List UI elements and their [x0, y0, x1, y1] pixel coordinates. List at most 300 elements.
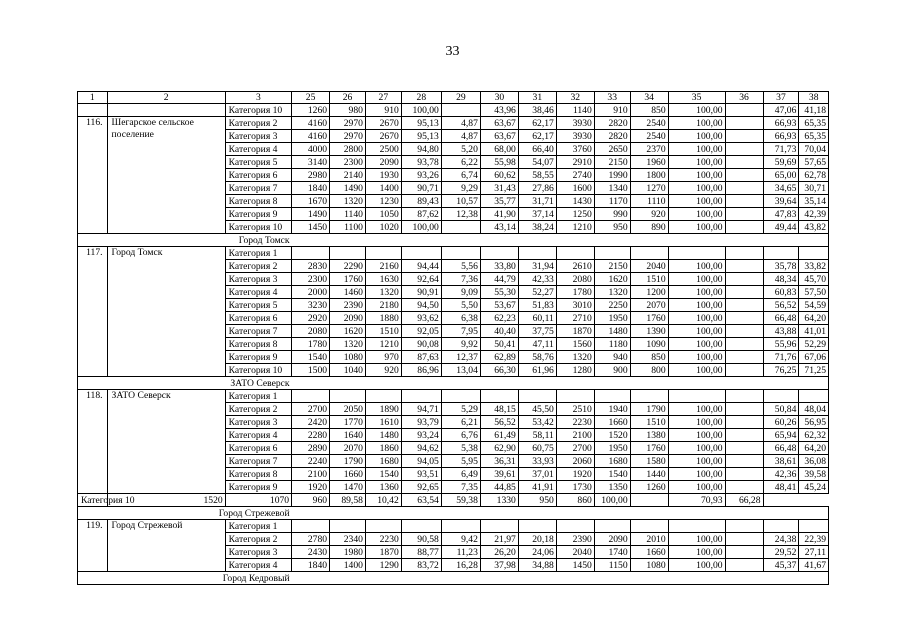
- value-cell: [725, 520, 763, 533]
- table-row: [78, 104, 829, 117]
- value-cell: 66,93: [763, 130, 799, 143]
- value-cell: 1980: [330, 546, 366, 559]
- value-cell: 1890: [365, 403, 401, 416]
- value-cell: 58,55: [518, 169, 556, 182]
- value-cell: 90,08: [401, 338, 441, 351]
- category-label: Категория 9: [225, 351, 291, 364]
- value-cell: 2090: [330, 312, 366, 325]
- column-number-cell: 38: [799, 92, 829, 104]
- value-cell: 2070: [330, 442, 366, 455]
- category-label: Категория 6: [225, 442, 291, 455]
- value-cell: 2230: [556, 416, 594, 429]
- value-cell: 31,43: [480, 182, 518, 195]
- value-cell: 2180: [365, 299, 401, 312]
- value-cell: 1110: [630, 195, 668, 208]
- value-cell: 2080: [556, 273, 594, 286]
- value-cell: 1500: [292, 364, 330, 377]
- value-cell: 50,41: [480, 338, 518, 351]
- value-cell: 61,49: [480, 429, 518, 442]
- value-cell: 33,80: [480, 260, 518, 273]
- table-row: [78, 117, 829, 130]
- value-cell: 100,00: [668, 208, 725, 221]
- value-cell: 1840: [292, 182, 330, 195]
- value-cell: 1430: [556, 195, 594, 208]
- value-cell: 2100: [556, 429, 594, 442]
- value-cell: 76,25: [763, 364, 799, 377]
- section-spacer-cell: [78, 377, 108, 390]
- value-cell: 63,54: [401, 494, 441, 507]
- value-cell: 93,24: [401, 429, 441, 442]
- value-cell: 1920: [556, 468, 594, 481]
- value-cell: 100,00: [668, 195, 725, 208]
- value-cell: 2970: [330, 130, 366, 143]
- value-cell: 1780: [556, 286, 594, 299]
- value-cell: 10,42: [365, 494, 401, 507]
- value-cell: [630, 494, 668, 507]
- value-cell: [668, 520, 725, 533]
- value-cell: 93,51: [401, 468, 441, 481]
- value-cell: 48,34: [763, 273, 799, 286]
- value-cell: 2700: [292, 403, 330, 416]
- section-title: ЗАТО Северск: [107, 377, 292, 390]
- value-cell: 1150: [594, 559, 630, 572]
- value-cell: 2390: [556, 533, 594, 546]
- value-cell: 7,35: [441, 481, 480, 494]
- value-cell: 920: [630, 208, 668, 221]
- value-cell: [365, 390, 401, 403]
- value-cell: [725, 312, 763, 325]
- value-cell: 70,93: [668, 494, 725, 507]
- value-cell: 1280: [556, 364, 594, 377]
- value-cell: 60,11: [518, 312, 556, 325]
- value-cell: 43,88: [763, 325, 799, 338]
- value-cell: 1640: [330, 429, 366, 442]
- value-cell: 1760: [330, 273, 366, 286]
- value-cell: 43,96: [480, 104, 518, 117]
- value-cell: 4,87: [441, 130, 480, 143]
- value-cell: 100,00: [668, 273, 725, 286]
- value-cell: [556, 247, 594, 260]
- table-body: [78, 92, 829, 585]
- value-cell: 100,00: [668, 416, 725, 429]
- value-cell: 89,43: [401, 195, 441, 208]
- value-cell: 1680: [365, 455, 401, 468]
- value-cell: 1520: [107, 494, 225, 507]
- value-cell: 93,78: [401, 156, 441, 169]
- value-cell: 3140: [292, 156, 330, 169]
- value-cell: 6,74: [441, 169, 480, 182]
- value-cell: 1660: [594, 416, 630, 429]
- value-cell: 1880: [365, 312, 401, 325]
- value-cell: 100,00: [668, 182, 725, 195]
- value-cell: 1080: [330, 351, 366, 364]
- table-row: [78, 520, 829, 533]
- value-cell: 38,46: [518, 104, 556, 117]
- value-cell: 68,00: [480, 143, 518, 156]
- value-cell: 1680: [594, 455, 630, 468]
- value-cell: 2780: [292, 533, 330, 546]
- value-cell: 1790: [330, 455, 366, 468]
- row-number: 116.: [78, 117, 108, 234]
- value-cell: 2150: [594, 260, 630, 273]
- value-cell: 2420: [292, 416, 330, 429]
- value-cell: 33,93: [518, 455, 556, 468]
- value-cell: 39,61: [480, 468, 518, 481]
- value-cell: 58,76: [518, 351, 556, 364]
- value-cell: [365, 247, 401, 260]
- value-cell: 1580: [630, 455, 668, 468]
- value-cell: 94,62: [401, 442, 441, 455]
- value-cell: 1210: [365, 338, 401, 351]
- value-cell: 61,96: [518, 364, 556, 377]
- value-cell: 100,00: [668, 455, 725, 468]
- value-cell: 1670: [292, 195, 330, 208]
- value-cell: 1610: [365, 416, 401, 429]
- value-cell: 62,90: [480, 442, 518, 455]
- value-cell: [441, 247, 480, 260]
- value-cell: 6,22: [441, 156, 480, 169]
- value-cell: 53,67: [480, 299, 518, 312]
- value-cell: 2970: [330, 117, 366, 130]
- value-cell: 1170: [594, 195, 630, 208]
- section-title: Город Томск: [107, 234, 292, 247]
- value-cell: 2920: [292, 312, 330, 325]
- value-cell: 1460: [330, 286, 366, 299]
- value-cell: 1870: [556, 325, 594, 338]
- value-cell: [725, 169, 763, 182]
- category-label: Категория 1: [225, 247, 291, 260]
- value-cell: 1180: [594, 338, 630, 351]
- value-cell: 12,38: [441, 208, 480, 221]
- value-cell: 1050: [365, 208, 401, 221]
- value-cell: 860: [556, 494, 594, 507]
- value-cell: 71,76: [763, 351, 799, 364]
- value-cell: 88,77: [401, 546, 441, 559]
- value-cell: 65,35: [799, 117, 829, 130]
- value-cell: 1510: [365, 325, 401, 338]
- value-cell: 2830: [292, 260, 330, 273]
- value-cell: 3760: [556, 143, 594, 156]
- value-cell: 66,48: [763, 312, 799, 325]
- value-cell: [556, 390, 594, 403]
- section-fill-cell: [292, 377, 829, 390]
- value-cell: 100,00: [668, 364, 725, 377]
- section-spacer-cell: [78, 234, 108, 247]
- value-cell: 36,08: [799, 455, 829, 468]
- value-cell: 2430: [292, 546, 330, 559]
- value-cell: 45,50: [518, 403, 556, 416]
- value-cell: 1320: [556, 351, 594, 364]
- value-cell: [480, 520, 518, 533]
- value-cell: 1960: [630, 156, 668, 169]
- value-cell: 87,62: [401, 208, 441, 221]
- value-cell: 10,57: [441, 195, 480, 208]
- value-cell: [725, 221, 763, 234]
- value-cell: [330, 390, 366, 403]
- value-cell: 2010: [630, 533, 668, 546]
- value-cell: 1840: [292, 559, 330, 572]
- table-row: [78, 390, 829, 403]
- value-cell: 1260: [292, 104, 330, 117]
- value-cell: [401, 390, 441, 403]
- value-cell: 1620: [594, 273, 630, 286]
- value-cell: 94,50: [401, 299, 441, 312]
- column-number-cell: 31: [518, 92, 556, 104]
- value-cell: 1250: [556, 208, 594, 221]
- value-cell: 94,44: [401, 260, 441, 273]
- value-cell: [441, 221, 480, 234]
- value-cell: 89,58: [330, 494, 366, 507]
- value-cell: 52,27: [518, 286, 556, 299]
- value-cell: [799, 390, 829, 403]
- row-number: [78, 104, 108, 117]
- value-cell: 1950: [594, 312, 630, 325]
- column-number-row: [78, 92, 829, 104]
- value-cell: 11,23: [441, 546, 480, 559]
- value-cell: 1950: [594, 442, 630, 455]
- category-label: Категория 2: [225, 117, 291, 130]
- value-cell: 1990: [594, 169, 630, 182]
- value-cell: 2300: [292, 273, 330, 286]
- value-cell: 43,82: [799, 221, 829, 234]
- value-cell: 100,00: [668, 260, 725, 273]
- value-cell: 48,04: [799, 403, 829, 416]
- column-number-cell: 1: [78, 92, 108, 104]
- value-cell: 2340: [330, 533, 366, 546]
- value-cell: [725, 455, 763, 468]
- column-number-cell: 33: [594, 92, 630, 104]
- value-cell: 100,00: [668, 442, 725, 455]
- value-cell: 62,23: [480, 312, 518, 325]
- value-cell: 65,00: [763, 169, 799, 182]
- value-cell: 22,39: [799, 533, 829, 546]
- value-cell: 2040: [630, 260, 668, 273]
- value-cell: 56,52: [480, 416, 518, 429]
- value-cell: 41,18: [799, 104, 829, 117]
- value-cell: 63,67: [480, 130, 518, 143]
- value-cell: 2060: [556, 455, 594, 468]
- value-cell: 990: [594, 208, 630, 221]
- value-cell: [630, 390, 668, 403]
- value-cell: 3010: [556, 299, 594, 312]
- value-cell: 59,69: [763, 156, 799, 169]
- value-cell: 1730: [556, 481, 594, 494]
- category-label: Категория 10: [225, 364, 291, 377]
- value-cell: 31,71: [518, 195, 556, 208]
- value-cell: 100,00: [668, 286, 725, 299]
- value-cell: [292, 390, 330, 403]
- value-cell: 33,82: [799, 260, 829, 273]
- value-cell: 41,01: [799, 325, 829, 338]
- value-cell: 60,26: [763, 416, 799, 429]
- value-cell: 1940: [594, 403, 630, 416]
- value-cell: 44,85: [480, 481, 518, 494]
- value-cell: 71,25: [799, 364, 829, 377]
- value-cell: 9,29: [441, 182, 480, 195]
- value-cell: 38,24: [518, 221, 556, 234]
- value-cell: 950: [594, 221, 630, 234]
- value-cell: 100,00: [401, 221, 441, 234]
- value-cell: [725, 286, 763, 299]
- value-cell: 87,63: [401, 351, 441, 364]
- value-cell: 56,52: [763, 299, 799, 312]
- value-cell: 1510: [630, 273, 668, 286]
- section-fill-cell: [292, 234, 829, 247]
- value-cell: 55,98: [480, 156, 518, 169]
- value-cell: 52,29: [799, 338, 829, 351]
- category-label: Категория 10: [78, 494, 108, 507]
- value-cell: 34,65: [763, 182, 799, 195]
- value-cell: 950: [518, 494, 556, 507]
- value-cell: 48,15: [480, 403, 518, 416]
- value-cell: 2100: [292, 468, 330, 481]
- section-title: Город Кедровый: [107, 572, 292, 585]
- value-cell: 100,00: [668, 221, 725, 234]
- value-cell: 980: [330, 104, 366, 117]
- value-cell: [556, 520, 594, 533]
- category-label: Категория 4: [225, 143, 291, 156]
- value-cell: 5,29: [441, 403, 480, 416]
- value-cell: 27,86: [518, 182, 556, 195]
- category-label: Категория 2: [225, 260, 291, 273]
- value-cell: 1790: [630, 403, 668, 416]
- value-cell: 1860: [365, 442, 401, 455]
- value-cell: 1020: [365, 221, 401, 234]
- value-cell: 1140: [556, 104, 594, 117]
- column-number-cell: 36: [725, 92, 763, 104]
- page-number: 33: [445, 44, 460, 59]
- column-number-cell: 29: [441, 92, 480, 104]
- category-label: Категория 7: [225, 325, 291, 338]
- value-cell: 34,88: [518, 559, 556, 572]
- category-label: Категория 6: [225, 169, 291, 182]
- value-cell: 45,37: [763, 559, 799, 572]
- value-cell: 2910: [556, 156, 594, 169]
- value-cell: [292, 247, 330, 260]
- value-cell: 1320: [330, 195, 366, 208]
- value-cell: 1930: [365, 169, 401, 182]
- section-header-row: [78, 507, 829, 520]
- value-cell: 1340: [594, 182, 630, 195]
- section-header-row: [78, 234, 829, 247]
- value-cell: 64,20: [799, 312, 829, 325]
- category-label: Категория 3: [225, 130, 291, 143]
- value-cell: 7,36: [441, 273, 480, 286]
- value-cell: 42,33: [518, 273, 556, 286]
- value-cell: 20,18: [518, 533, 556, 546]
- value-cell: 35,78: [763, 260, 799, 273]
- value-cell: 100,00: [668, 117, 725, 130]
- value-cell: 1360: [365, 481, 401, 494]
- value-cell: 3930: [556, 117, 594, 130]
- value-cell: 62,89: [480, 351, 518, 364]
- value-cell: 1380: [630, 429, 668, 442]
- value-cell: 24,06: [518, 546, 556, 559]
- value-cell: 67,06: [799, 351, 829, 364]
- column-number-cell: 32: [556, 92, 594, 104]
- value-cell: 100,00: [668, 429, 725, 442]
- value-cell: [725, 481, 763, 494]
- value-cell: 100,00: [668, 169, 725, 182]
- value-cell: 2240: [292, 455, 330, 468]
- value-cell: 1660: [330, 468, 366, 481]
- value-cell: 6,21: [441, 416, 480, 429]
- value-cell: [725, 208, 763, 221]
- value-cell: 2890: [292, 442, 330, 455]
- value-cell: 2700: [556, 442, 594, 455]
- settlement-name: Город Томск: [107, 247, 225, 377]
- value-cell: 71,73: [763, 143, 799, 156]
- value-cell: 94,71: [401, 403, 441, 416]
- value-cell: 54,59: [799, 299, 829, 312]
- category-label: Категория 3: [225, 273, 291, 286]
- value-cell: 41,90: [480, 208, 518, 221]
- value-cell: [594, 390, 630, 403]
- section-header-row: [78, 572, 829, 585]
- value-cell: 2670: [365, 130, 401, 143]
- table-row: [78, 247, 829, 260]
- value-cell: 2140: [330, 169, 366, 182]
- value-cell: 1540: [292, 351, 330, 364]
- value-cell: [725, 390, 763, 403]
- value-cell: [725, 156, 763, 169]
- value-cell: 53,42: [518, 416, 556, 429]
- value-cell: 1320: [365, 286, 401, 299]
- value-cell: 940: [594, 351, 630, 364]
- value-cell: 65,94: [763, 429, 799, 442]
- value-cell: [725, 182, 763, 195]
- value-cell: 6,49: [441, 468, 480, 481]
- value-cell: [330, 247, 366, 260]
- value-cell: 63,67: [480, 117, 518, 130]
- value-cell: 1040: [330, 364, 366, 377]
- value-cell: [725, 351, 763, 364]
- value-cell: 6,76: [441, 429, 480, 442]
- value-cell: 1090: [630, 338, 668, 351]
- value-cell: 65,35: [799, 130, 829, 143]
- settlement-name: Шегарское сельское поселение: [107, 117, 225, 234]
- value-cell: 2090: [594, 533, 630, 546]
- section-spacer-cell: [78, 572, 108, 585]
- value-cell: [725, 325, 763, 338]
- value-cell: 21,97: [480, 533, 518, 546]
- value-cell: 100,00: [401, 104, 441, 117]
- value-cell: 920: [365, 364, 401, 377]
- value-cell: 95,13: [401, 130, 441, 143]
- value-cell: 2390: [330, 299, 366, 312]
- value-cell: [630, 520, 668, 533]
- value-cell: 1620: [330, 325, 366, 338]
- value-cell: [725, 546, 763, 559]
- settlement-name: ЗАТО Северск: [107, 390, 225, 494]
- value-cell: 30,71: [799, 182, 829, 195]
- column-number-cell: 26: [330, 92, 366, 104]
- value-cell: 45,70: [799, 273, 829, 286]
- value-cell: 5,95: [441, 455, 480, 468]
- value-cell: [799, 247, 829, 260]
- value-cell: [365, 520, 401, 533]
- value-cell: 2540: [630, 117, 668, 130]
- value-cell: 9,09: [441, 286, 480, 299]
- value-cell: 9,92: [441, 338, 480, 351]
- category-label: Категория 3: [225, 546, 291, 559]
- value-cell: 27,11: [799, 546, 829, 559]
- value-cell: 1330: [480, 494, 518, 507]
- value-cell: 51,83: [518, 299, 556, 312]
- value-cell: 66,48: [763, 442, 799, 455]
- value-cell: 2710: [556, 312, 594, 325]
- value-cell: 90,71: [401, 182, 441, 195]
